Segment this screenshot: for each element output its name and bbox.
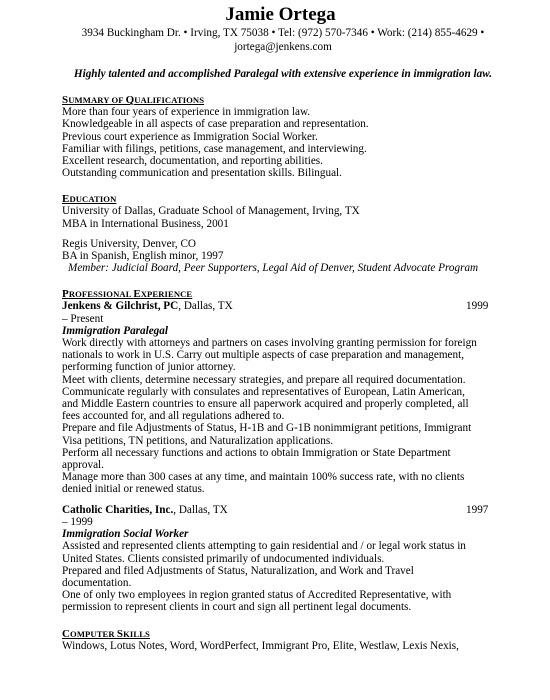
summary-item: More than four years of experience in immigration law. [62,106,311,119]
job-year: 1997 [466,503,489,516]
education-heading: EDUCATION [62,193,117,206]
objective-statement: Highly talented and accomplished Paralegal with extensive experience in immigration law. [73,68,493,80]
education-school: Regis University, Denver, CO [62,237,196,250]
experience-section [62,288,494,613]
job-description: Assisted and represented clients attempting to gain residential and / or legal work status in United States. Clients consisted primarily of undocumented individuals. Prepared and filed Adjustments of Status, Naturalization, and Work and Travel documentation. One of only two employees in region granted status of Accredited Representative, with permission to represent clients in court and sign all pertinent legal documents. [62,540,466,614]
experience-heading: PROFESSIONAL EXPERIENCE [62,288,193,301]
job-year: 1999 [466,300,489,313]
job-location: , Dallas, TX [178,300,233,313]
skills-list: Windows, Lotus Notes, Word, WordPerfect, Immigrant Pro, Elite, Westlaw, Lexis Nexis, [62,639,459,652]
contact-address-line: 3934 Buckingham Dr. • Irving, TX 75038 • Tel: (972) 570-7346 • Work: (214) 855-4629 • [81,27,485,39]
job-header [62,504,494,516]
resume-page [62,0,494,652]
job-employer: Catholic Charities, Inc. [62,503,174,516]
job-year-continuation: – Present [62,312,104,325]
summary-item: Knowledgeable in all aspects of case preparation and representation. [62,118,369,131]
education-degree: BA in Spanish, English minor, 1997 [62,250,224,263]
education-school: University of Dallas, Graduate School of Management, Irving, TX [62,205,360,218]
skills-heading: COMPUTER SKILLS [62,627,150,640]
education-membership: Member: Judicial Board, Peer Supporters, Legal Aid of Denver, Student Advocate Program [68,262,479,275]
summary-item: Excellent research, documentation, and reporting abilities. [62,155,323,168]
summary-section [62,94,494,179]
job-year-continuation: – 1999 [62,515,93,528]
job-entry [62,504,494,614]
job-employer: Jenkens & Gilchrist, PC [62,300,179,313]
summary-item: Previous court experience as Immigration Social Worker. [62,130,318,143]
contact-email: jortega@jenkens.com [234,41,332,53]
summary-heading: SUMMARY OF QUALIFICATIONS [62,94,205,107]
summary-item: Outstanding communication and presentation skills. Bilingual. [62,167,342,180]
candidate-name: Jamie Ortega [225,4,336,25]
job-title: Immigration Social Worker [62,528,189,541]
education-degree: MBA in International Business, 2001 [62,217,229,230]
job-title: Immigration Paralegal [62,324,168,337]
job-header [62,300,494,312]
job-location: , Dallas, TX [173,503,228,516]
summary-item: Familiar with filings, petitions, case management, and interviewing. [62,142,367,155]
education-section [62,193,494,274]
job-entry [62,300,494,495]
skills-section [62,628,494,652]
job-description: Work directly with attorneys and partners on cases involving granting permission for foreign nationals to work in U.S. Carry out multiple aspects of case preparation and management, performing function of junior attorney. Meet with clients, determine necessary strategies, and prepare all required documentation. Communicate regularly with consulates and representatives of European, Latin American, and Middle Eastern countries to ensure all paperwork acquired and properly completed, all fees accounted for, and all regulations adhered to. Prepare and file Adjustments of Status, H-1B and G-1B nonimmigrant petitions, Immigrant Visa petitions, TN petitions, and Naturalization applications. Perform all necessary functions and actions to obtain Immigration or State Department approval. Manage more than 300 cases at any time, and maintain 100% success rate, with no clients denied initial or renewed status. [62,337,477,496]
